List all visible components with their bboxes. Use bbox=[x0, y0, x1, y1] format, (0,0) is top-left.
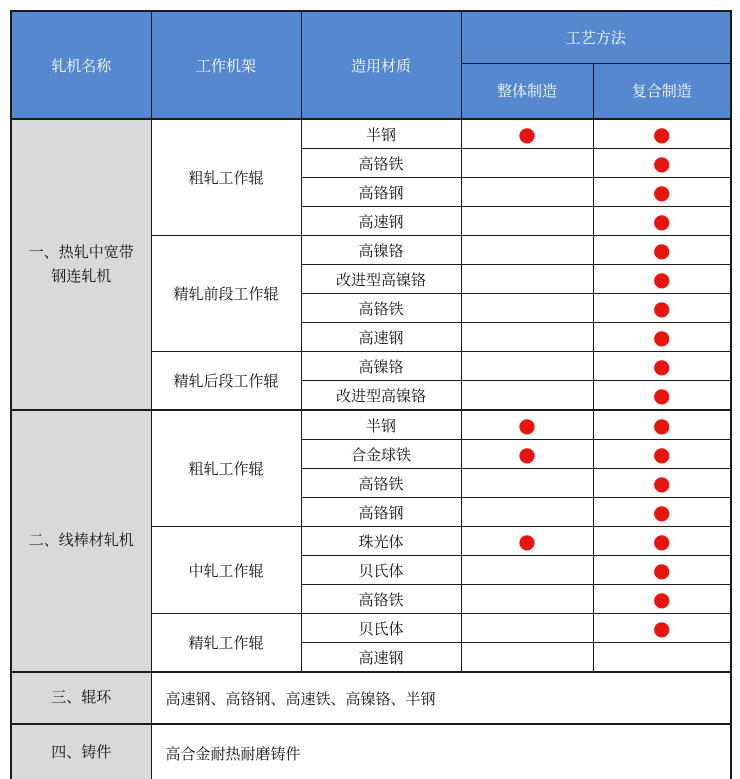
roll-process-method-table bbox=[10, 10, 732, 779]
composite-dot-cell: ● bbox=[593, 614, 731, 643]
material-cell: 高镍铬 bbox=[301, 236, 461, 265]
material-cell: 珠光体 bbox=[301, 527, 461, 556]
mill-section-1-line2: 钢连轧机 bbox=[51, 266, 112, 285]
integral-dot-cell bbox=[461, 236, 593, 265]
mill-section-1-line1: 一、热轧中宽带 bbox=[28, 243, 134, 262]
material-cell: 半钢 bbox=[301, 410, 461, 440]
integral-dot-cell: ● bbox=[461, 527, 593, 556]
material-cell: 贝氏体 bbox=[301, 614, 461, 643]
header-material: 造用材质 bbox=[301, 11, 461, 119]
casting-materials-cell: 高合金耐热耐磨铸件 bbox=[151, 724, 731, 779]
composite-dot-cell: ● bbox=[593, 265, 731, 294]
material-cell: 高铬铁 bbox=[301, 585, 461, 614]
integral-dot-cell: ● bbox=[461, 440, 593, 469]
integral-dot-cell bbox=[461, 352, 593, 381]
integral-dot-cell bbox=[461, 381, 593, 411]
material-cell: 改进型高镍铬 bbox=[301, 381, 461, 411]
header-mill-name: 轧机名称 bbox=[11, 11, 151, 119]
integral-dot-cell bbox=[461, 294, 593, 323]
roll-ring-row bbox=[11, 672, 731, 724]
composite-dot-cell: ● bbox=[593, 469, 731, 498]
integral-dot-cell bbox=[461, 265, 593, 294]
composite-dot-cell bbox=[593, 643, 731, 673]
stand-cell: 中轧工作辊 bbox=[151, 527, 301, 614]
integral-dot-cell bbox=[461, 498, 593, 527]
integral-dot-cell bbox=[461, 585, 593, 614]
composite-dot-cell: ● bbox=[593, 440, 731, 469]
integral-dot-cell bbox=[461, 643, 593, 673]
integral-dot-cell bbox=[461, 614, 593, 643]
composite-dot-cell: ● bbox=[593, 323, 731, 352]
composite-dot-cell: ● bbox=[593, 178, 731, 207]
header-row-1 bbox=[11, 11, 731, 63]
material-cell: 贝氏体 bbox=[301, 556, 461, 585]
composite-dot-cell: ● bbox=[593, 585, 731, 614]
material-cell: 高速钢 bbox=[301, 207, 461, 236]
material-cell: 高速钢 bbox=[301, 643, 461, 673]
stand-cell: 粗轧工作辊 bbox=[151, 119, 301, 236]
header-process-method: 工艺方法 bbox=[461, 11, 731, 63]
material-cell: 高铬钢 bbox=[301, 178, 461, 207]
composite-dot-cell: ● bbox=[593, 498, 731, 527]
stand-cell: 精轧后段工作辊 bbox=[151, 352, 301, 411]
composite-dot-cell: ● bbox=[593, 236, 731, 265]
integral-dot-cell bbox=[461, 469, 593, 498]
casting-row bbox=[11, 724, 731, 779]
material-cell: 改进型高镍铬 bbox=[301, 265, 461, 294]
integral-dot-cell bbox=[461, 323, 593, 352]
mill-section-1-cell bbox=[11, 119, 151, 410]
integral-dot-cell bbox=[461, 207, 593, 236]
stand-cell: 精轧工作辊 bbox=[151, 614, 301, 673]
composite-dot-cell: ● bbox=[593, 352, 731, 381]
integral-dot-cell bbox=[461, 178, 593, 207]
material-cell: 高铬铁 bbox=[301, 149, 461, 178]
composite-dot-cell: ● bbox=[593, 119, 731, 149]
material-cell: 高速钢 bbox=[301, 323, 461, 352]
composite-dot-cell: ● bbox=[593, 381, 731, 411]
mill-section-4-cell: 四、铸件 bbox=[11, 724, 151, 779]
stand-cell: 粗轧工作辊 bbox=[151, 410, 301, 527]
composite-dot-cell: ● bbox=[593, 410, 731, 440]
roll-ring-materials-cell: 高速钢、高铬钢、高速铁、高镍铬、半钢 bbox=[151, 672, 731, 724]
material-cell: 半钢 bbox=[301, 119, 461, 149]
material-cell: 合金球铁 bbox=[301, 440, 461, 469]
mill-section-2-cell: 二、线棒材轧机 bbox=[11, 410, 151, 672]
material-cell: 高铬铁 bbox=[301, 294, 461, 323]
composite-dot-cell: ● bbox=[593, 294, 731, 323]
integral-dot-cell: ● bbox=[461, 410, 593, 440]
material-cell: 高铬铁 bbox=[301, 469, 461, 498]
header-work-stand: 工作机架 bbox=[151, 11, 301, 119]
material-cell: 高铬钢 bbox=[301, 498, 461, 527]
header-composite-manufacture: 复合制造 bbox=[593, 63, 731, 119]
header-integral-manufacture: 整体制造 bbox=[461, 63, 593, 119]
integral-dot-cell: ● bbox=[461, 119, 593, 149]
composite-dot-cell: ● bbox=[593, 149, 731, 178]
integral-dot-cell bbox=[461, 149, 593, 178]
material-cell: 高镍铬 bbox=[301, 352, 461, 381]
integral-dot-cell bbox=[461, 556, 593, 585]
composite-dot-cell: ● bbox=[593, 556, 731, 585]
composite-dot-cell: ● bbox=[593, 527, 731, 556]
table-row bbox=[11, 119, 731, 149]
composite-dot-cell: ● bbox=[593, 207, 731, 236]
table-row bbox=[11, 410, 731, 440]
mill-section-3-cell: 三、辊环 bbox=[11, 672, 151, 724]
stand-cell: 精轧前段工作辊 bbox=[151, 236, 301, 352]
